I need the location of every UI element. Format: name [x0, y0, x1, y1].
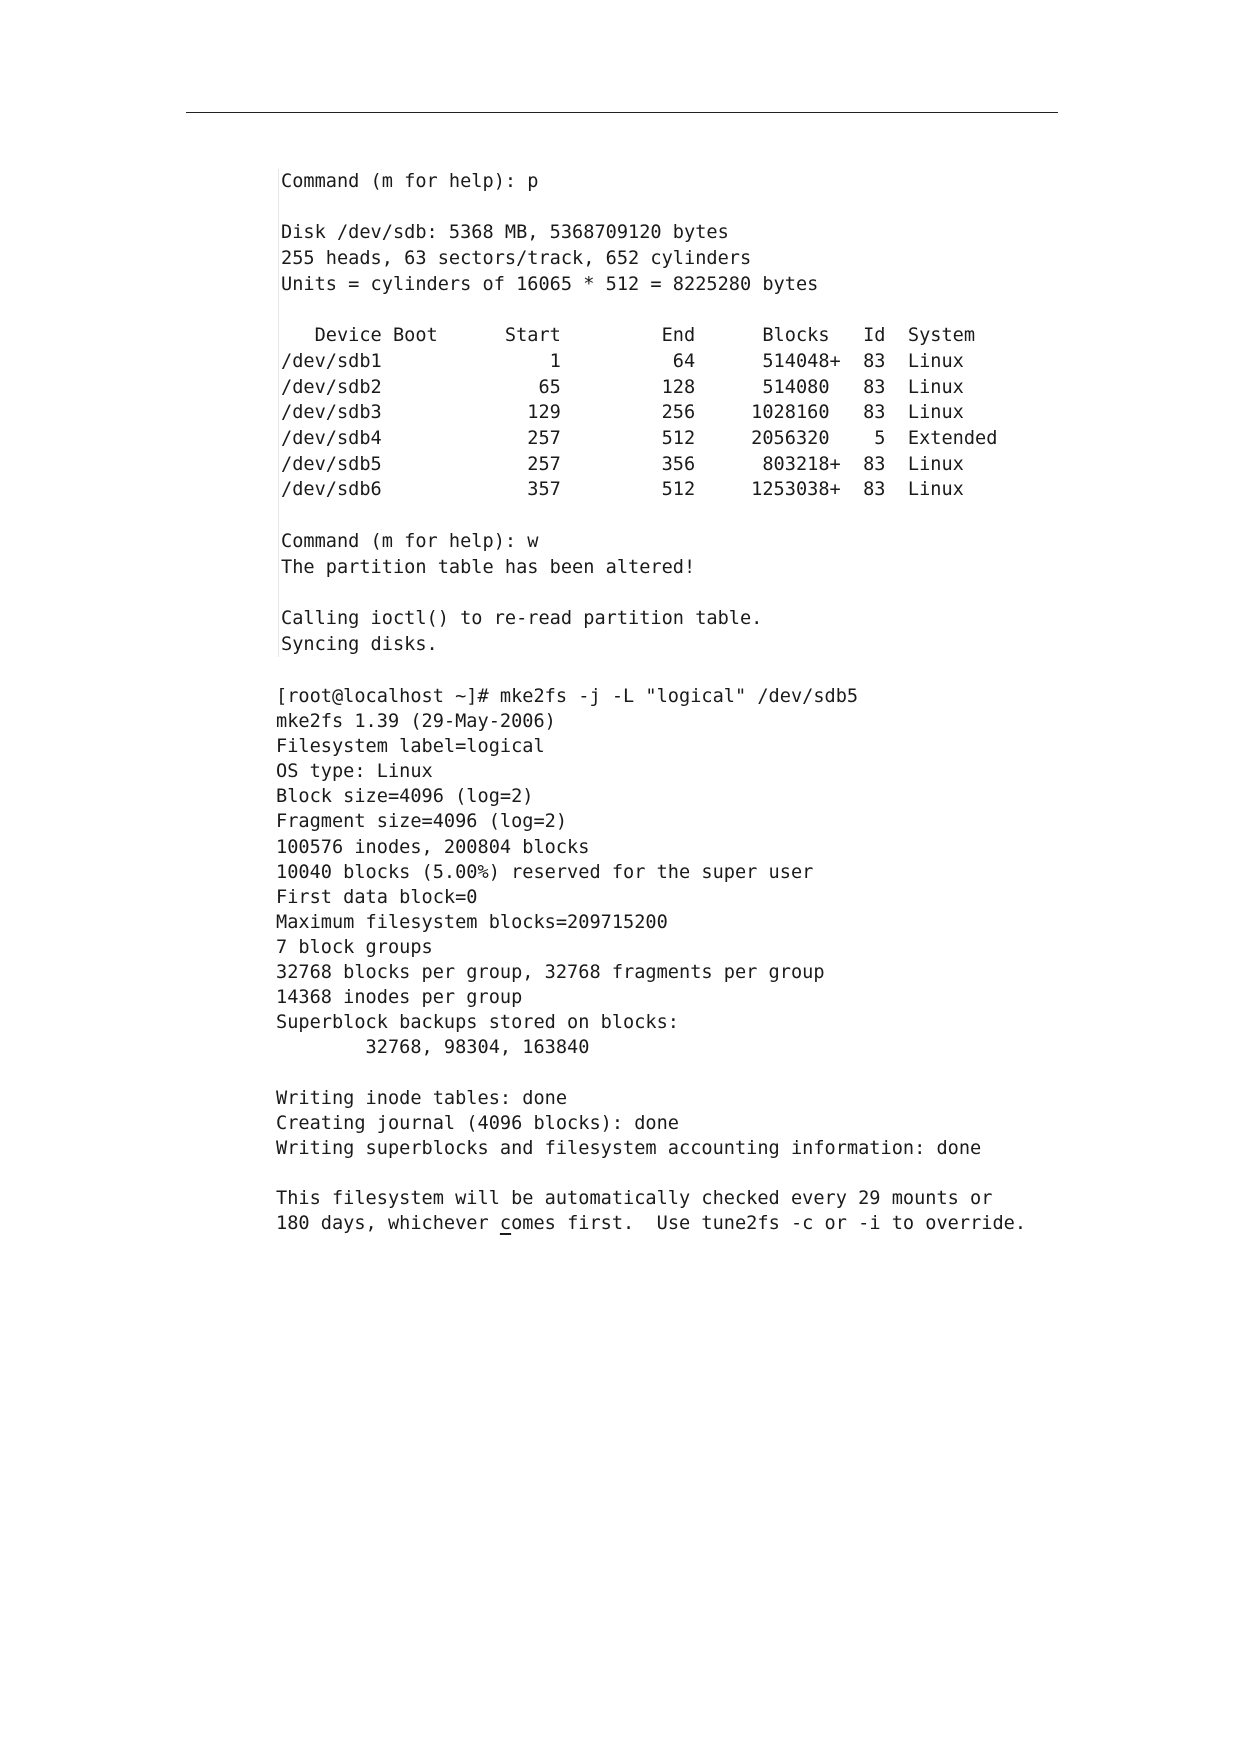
terminal-line	[281, 503, 997, 529]
terminal-line: /dev/sdb2 65 128 514080 83 Linux	[281, 376, 964, 398]
terminal-line: Writing inode tables: done	[276, 1087, 568, 1109]
terminal-line: /dev/sdb3 129 256 1028160 83 Linux	[281, 402, 964, 424]
terminal-line: Command (m for help): w	[281, 530, 539, 552]
fdisk-output	[278, 169, 997, 657]
terminal-line: First data block=0	[276, 886, 478, 908]
terminal-line	[276, 1161, 1026, 1186]
terminal-line: 32768, 98304, 163840	[276, 1037, 590, 1059]
terminal-line: mke2fs 1.39 (29-May-2006)	[276, 711, 556, 733]
terminal-line: The partition table has been altered!	[281, 556, 696, 578]
terminal-line	[281, 195, 997, 221]
terminal-line: Units = cylinders of 16065 * 512 = 8225280 bytes	[281, 273, 819, 295]
mke2fs-output	[276, 684, 1026, 1236]
terminal-line: Calling ioctl() to re-read partition table.	[281, 607, 763, 629]
terminal-line: /dev/sdb6 357 512 1253038+ 83 Linux	[281, 479, 964, 501]
terminal-line: Superblock backups stored on blocks:	[276, 1012, 679, 1034]
terminal-line: /dev/sdb5 257 356 803218+ 83 Linux	[281, 453, 964, 475]
terminal-line: Block size=4096 (log=2)	[276, 786, 534, 808]
terminal-line: /dev/sdb1 1 64 514048+ 83 Linux	[281, 350, 964, 372]
page-header-rule	[186, 112, 1058, 113]
terminal-line: 7 block groups	[276, 936, 433, 958]
terminal-text: omes first. Use tune2fs -c or -i to override.	[511, 1212, 1027, 1234]
terminal-line: Creating journal (4096 blocks): done	[276, 1112, 679, 1134]
terminal-line: Writing superblocks and filesystem accounting information: done	[276, 1137, 982, 1159]
terminal-line: Maximum filesystem blocks=209715200	[276, 911, 668, 933]
terminal-line: [root@localhost ~]# mke2fs -j -L "logical" /dev/sdb5	[276, 686, 859, 707]
terminal-line: Device Boot Start End Blocks Id System	[281, 325, 976, 347]
terminal-line	[281, 298, 997, 324]
terminal-line: Command (m for help): p	[281, 171, 539, 192]
terminal-line: Disk /dev/sdb: 5368 MB, 5368709120 bytes	[281, 222, 729, 244]
terminal-line: /dev/sdb4 257 512 2056320 5 Extended	[281, 428, 998, 450]
terminal-line	[276, 1060, 1026, 1085]
terminal-line-last	[276, 1211, 1026, 1236]
terminal-line: OS type: Linux	[276, 761, 433, 783]
terminal-line: 100576 inodes, 200804 blocks	[276, 836, 590, 858]
terminal-line: 32768 blocks per group, 32768 fragments per group	[276, 962, 825, 984]
terminal-line: Fragment size=4096 (log=2)	[276, 811, 568, 833]
terminal-line: Syncing disks.	[281, 633, 438, 655]
terminal-text: 180 days, whichever	[276, 1212, 500, 1234]
text-cursor: c	[499, 1212, 512, 1234]
terminal-line: 14368 inodes per group	[276, 987, 523, 1009]
terminal-line: This filesystem will be automatically checked every 29 mounts or	[276, 1187, 993, 1209]
terminal-line: Filesystem label=logical	[276, 736, 545, 758]
terminal-line	[281, 580, 997, 606]
terminal-line: 10040 blocks (5.00%) reserved for the super user	[276, 861, 814, 883]
terminal-line: 255 heads, 63 sectors/track, 652 cylinders	[281, 248, 752, 270]
